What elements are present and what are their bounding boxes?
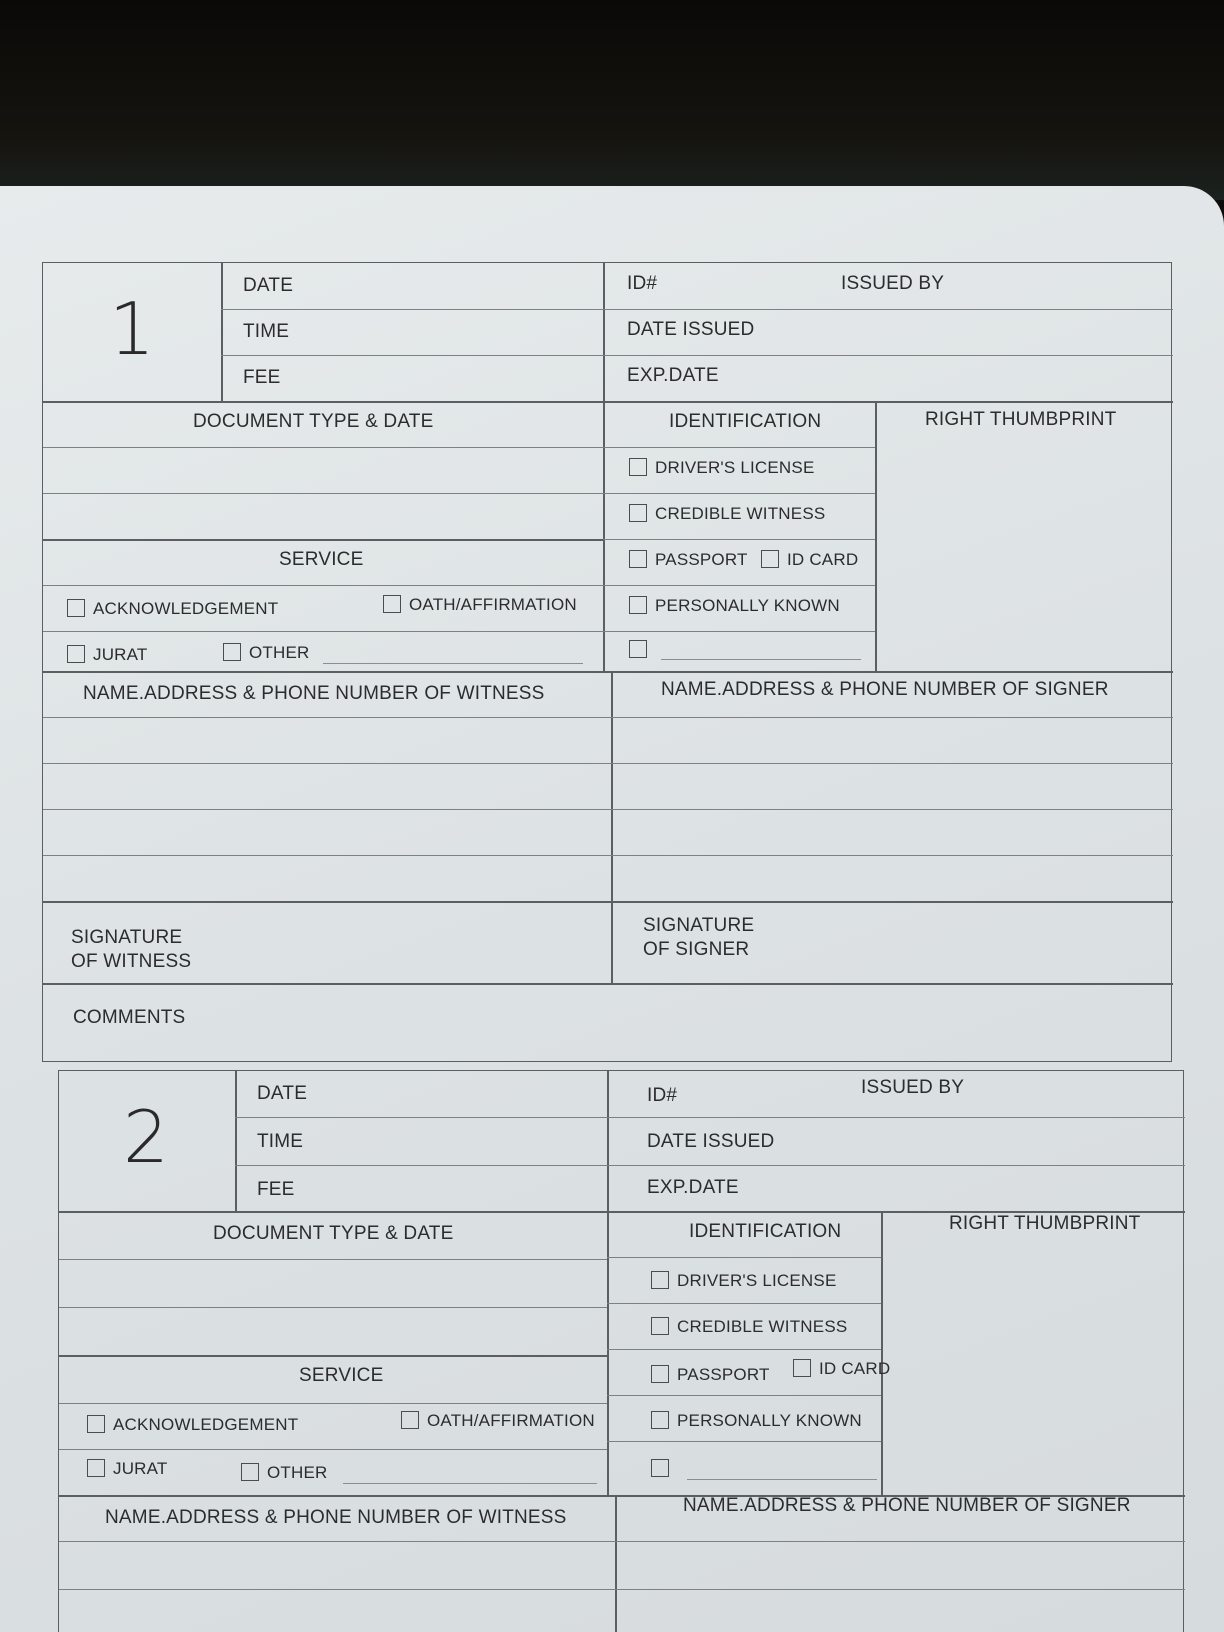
personally-known-option[interactable]: PERSONALLY KNOWN xyxy=(651,1411,862,1431)
checkbox[interactable] xyxy=(629,550,647,568)
checkbox[interactable] xyxy=(241,1463,259,1481)
service-label: SERVICE xyxy=(299,1365,384,1386)
personally-known-option[interactable]: PERSONALLY KNOWN xyxy=(629,596,840,616)
right-thumbprint-label: RIGHT THUMBPRINT xyxy=(925,409,1117,430)
fee-label: FEE xyxy=(243,367,281,388)
acknowledgement-option[interactable]: ACKNOWLEDGEMENT xyxy=(87,1415,298,1435)
date-label: DATE xyxy=(257,1083,308,1104)
checkbox[interactable] xyxy=(651,1459,669,1477)
witness-info-label: NAME.ADDRESS & PHONE NUMBER OF WITNESS xyxy=(83,683,545,704)
checkbox[interactable] xyxy=(87,1415,105,1433)
checkbox[interactable] xyxy=(629,504,647,522)
fee-label: FEE xyxy=(257,1179,295,1200)
checkbox[interactable] xyxy=(223,643,241,661)
other-id-option[interactable] xyxy=(629,640,655,660)
signature-signer-label-line2: OF SIGNER xyxy=(643,939,750,960)
checkbox[interactable] xyxy=(383,595,401,613)
drivers-license-option[interactable]: DRIVER'S LICENSE xyxy=(629,458,815,478)
exp-date-label: EXP.DATE xyxy=(647,1177,739,1198)
id-number-label: ID# xyxy=(627,273,658,294)
other-service-option[interactable]: OTHER xyxy=(241,1463,328,1483)
passport-option[interactable]: PASSPORT xyxy=(651,1365,770,1385)
date-issued-label: DATE ISSUED xyxy=(627,319,755,340)
entry-number: 2 xyxy=(123,1095,170,1179)
time-label: TIME xyxy=(257,1131,304,1152)
notary-entry-1 xyxy=(42,262,1172,1062)
checkbox[interactable] xyxy=(651,1317,669,1335)
signer-info-label: NAME.ADDRESS & PHONE NUMBER OF SIGNER xyxy=(683,1495,1131,1516)
oath-affirmation-option[interactable]: OATH/AFFIRMATION xyxy=(401,1411,595,1431)
signer-info-label: NAME.ADDRESS & PHONE NUMBER OF SIGNER xyxy=(661,679,1109,700)
background-dark-surface xyxy=(0,0,1224,200)
signature-signer-label-line1: SIGNATURE xyxy=(643,915,755,936)
checkbox[interactable] xyxy=(67,645,85,663)
id-card-option[interactable]: ID CARD xyxy=(761,550,858,570)
passport-option[interactable]: PASSPORT xyxy=(629,550,748,570)
checkbox[interactable] xyxy=(629,596,647,614)
jurat-option[interactable]: JURAT xyxy=(87,1459,168,1479)
acknowledgement-option[interactable]: ACKNOWLEDGEMENT xyxy=(67,599,278,619)
credible-witness-option[interactable]: CREDIBLE WITNESS xyxy=(651,1317,847,1337)
checkbox[interactable] xyxy=(651,1365,669,1383)
checkbox[interactable] xyxy=(629,458,647,476)
service-label: SERVICE xyxy=(279,549,364,570)
other-id-option[interactable] xyxy=(651,1459,677,1479)
time-label: TIME xyxy=(243,321,290,342)
comments-label: COMMENTS xyxy=(73,1007,186,1028)
date-issued-label: DATE ISSUED xyxy=(647,1131,775,1152)
checkbox[interactable] xyxy=(761,550,779,568)
identification-label: IDENTIFICATION xyxy=(669,411,822,432)
credible-witness-option[interactable]: CREDIBLE WITNESS xyxy=(629,504,825,524)
notary-entry-2 xyxy=(58,1070,1184,1632)
entry-number: 1 xyxy=(109,287,156,371)
id-number-label: ID# xyxy=(647,1085,678,1106)
checkbox[interactable] xyxy=(651,1271,669,1289)
exp-date-label: EXP.DATE xyxy=(627,365,719,386)
checkbox[interactable] xyxy=(401,1411,419,1429)
notary-log-page xyxy=(0,186,1224,1632)
checkbox[interactable] xyxy=(793,1359,811,1377)
identification-label: IDENTIFICATION xyxy=(689,1221,842,1242)
signature-witness-label-line1: SIGNATURE xyxy=(71,927,183,948)
other-service-option[interactable]: OTHER xyxy=(223,643,310,663)
checkbox[interactable] xyxy=(87,1459,105,1477)
signature-witness-label-line2: OF WITNESS xyxy=(71,951,192,972)
issued-by-label: ISSUED BY xyxy=(861,1077,965,1098)
checkbox[interactable] xyxy=(629,640,647,658)
jurat-option[interactable]: JURAT xyxy=(67,645,148,665)
checkbox[interactable] xyxy=(67,599,85,617)
right-thumbprint-label: RIGHT THUMBPRINT xyxy=(949,1213,1141,1234)
issued-by-label: ISSUED BY xyxy=(841,273,945,294)
drivers-license-option[interactable]: DRIVER'S LICENSE xyxy=(651,1271,837,1291)
id-card-option[interactable]: ID CARD xyxy=(793,1359,890,1379)
witness-info-label: NAME.ADDRESS & PHONE NUMBER OF WITNESS xyxy=(105,1507,567,1528)
checkbox[interactable] xyxy=(651,1411,669,1429)
date-label: DATE xyxy=(243,275,294,296)
document-type-label: DOCUMENT TYPE & DATE xyxy=(213,1223,454,1244)
document-type-label: DOCUMENT TYPE & DATE xyxy=(193,411,434,432)
oath-affirmation-option[interactable]: OATH/AFFIRMATION xyxy=(383,595,577,615)
